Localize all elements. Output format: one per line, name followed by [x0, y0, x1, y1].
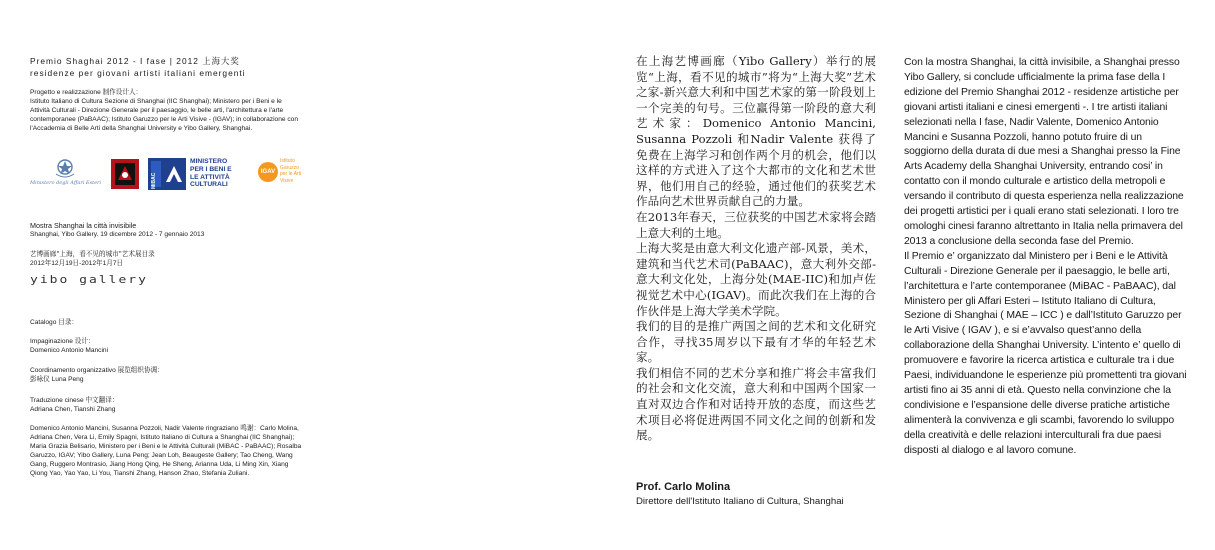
translation-names: Adriana Chen, Tianshi Zhang [30, 406, 116, 413]
organizer-text: Istituto Italiano di Cultura Sezione di Shanghai (IIC Shanghai); Ministero per i Beni e le Attività Culturali - Direzione Generale per il paesaggio, le belle arti, l'architettura e l'arte contemporanee (PaBAAC); Istituto Garuzzo per le Arti Visive - (IGAV); in collaborazione con l'Accademia di Belle Arti della Shanghai University e Yibo Gallery, Shanghai. [30, 98, 299, 132]
yibo-gallery-logo: yibo gallery [30, 274, 148, 286]
mibac-line3: LE ATTIVITÀ [190, 173, 230, 181]
mibac-wordmark [190, 158, 232, 189]
exhibition-title: Mostra Shanghai la città invisibile [30, 221, 137, 230]
exhibition-dates: Shanghai, Yibo Gallery. 19 dicembre 2012 - 7 gennaio 2013 [30, 231, 205, 238]
igav-line3: per le Arti [280, 171, 302, 178]
zh-paragraph: 上海大奖是由意大利文化遗产部-风景，美术，建筑和当代艺术司(PaBAAC)，意大利外交部-意大利文化处，上海分处(MAE-IIC)和加卢佐视觉艺术中心(IGAV)。而此次我们在上海的合作伙伴是上海大学美术学院。 [636, 241, 876, 318]
igav-line4: Visive [280, 177, 294, 184]
italian-emblem-icon [30, 158, 100, 192]
it-paragraph: Il Premio e’ organizzato dal Ministero per i Beni e le Attività Culturali - Direzione Generale per il paesaggio, le belle arti, l’architettura e l’arte contemporanee (MiBAC - PaBAAC), dal Ministero per gli Affari Esteri – Istituto Italiano di Cultura, Sezione di Shanghai ( MAE – ICC ) e dall’Istituto Garuzzo per le Arti Visive ( IGAV ), e si e’avvalso quest’anno della collaborazione della Shanghai University. L’intento e’ quello di promuovere e favorire la ricerca artistica e culturale tra i due Paesi, individuandone le esperienze più promettenti tra giovani artisti fino ai 35 anni di età. Questo nella convinzione che la condivisione e l’espansione delle diverse pratiche artistiche alimenterà la convivenza e gli scambi, favorendo lo sviluppo della creatività e delle relazioni interculturali fra due paesi disposti al dialogo e al lavoro comune. [904, 250, 1187, 456]
exhibition-title-zh: 艺博画廊"上海，看不见的城市"艺术展目录 [30, 250, 155, 258]
award-subtitle: residenze per giovani artisti italiani emergenti [30, 68, 246, 78]
translation-label: Traduzione cinese 中文翻译： [30, 397, 119, 404]
award-title: Premio Shaghai 2012 - I fase | 2012 上海大奖 [30, 56, 240, 66]
mibac-mark-icon [164, 164, 184, 184]
signature-role: Direttore dell'Istituto Italiano di Cultura, Shanghai [636, 496, 844, 507]
mibac-logo [148, 158, 252, 190]
academy-logo [110, 158, 140, 190]
chinese-body [636, 54, 876, 444]
igav-line1: Istituto [280, 158, 295, 164]
mibac-vertical-label: MiBAC [151, 172, 157, 189]
layout-label: Impaginazione 设计： [30, 338, 95, 345]
zh-paragraph: 在2013年春天，三位获奖的中国艺术家将会踏上意大利的土地。 [636, 209, 876, 240]
it-paragraph: Con la mostra Shanghai, la città invisibile, a Shanghai presso Yibo Gallery, si conclude ufficialmente la prima fase della I edizione del Premio Shanghai 2012 - residenze artistiche per giovani artisti italiani e cinesi emergenti -. I tre artisti italiani selezionati nella I fase, Nadir Valente, Domenico Antonio Mancini e Susanna Pozzoli, hanno potuto fruire di un soggiorno della durata di due mesi a Shanghai presso la Fine Arts Academy della Shanghai University, entrando cosi’ in contatto con il mondo culturale e artistico della metropoli e versando il contributo di questa esperienza nella realizzazione dei progetti artistici per i quali erano stati selezionati. I loro tre omologhi cinesi faranno altrettanto in Italia nella primavera del 2013 a conclusione della seconda fase del Premio. [904, 57, 1184, 247]
igav-wordmark [280, 158, 301, 184]
exhibition-dates-zh: 2012年12月19日-2012年1月7日 [30, 260, 124, 267]
igav-badge: IGAV [258, 162, 278, 182]
layout-name: Domenico Antonio Mancini [30, 347, 109, 354]
italian-body [904, 56, 1188, 458]
igav-line2: Garuzzo [280, 164, 299, 171]
organizer-heading: Progetto e realizzazione 制作设计人： [30, 89, 143, 96]
catalog-heading: Catalogo 目录： [30, 319, 79, 326]
acknowledgements: Domenico Antonio Mancini, Susanna Pozzoli, Nadir Valente ringraziano 鸣谢：Carlo Molina, Adriana Chen, Vera Li, Emily Spagni, Istituto Italiano di Cultura a Shanghai (IIC Shanghai); Maria Grazia Belisario, Ministero per i Beni e le Attività Culturali (MiBAC - PaBAAC); Rosalba Garuzzo, IGAV; Yibo Gallery, Luna Peng; Jean Loh, Beaugeste Gallery; Tao Cheng, Wang Gang, Ruggero Montrasio, Jiang Hong Qing, He Sheng, Arianna Uda, Li Ming Xin, Xiang Qiong Yao, Yao Yao, Li You, Tianshi Zhang, Hanson Zhao, Stefania Zuliani. [30, 425, 302, 477]
coordination-name: 彭咏仪 Luna Peng [30, 376, 84, 383]
mae-logo [30, 158, 100, 190]
igav-logo [258, 158, 302, 190]
sponsor-logos [30, 158, 300, 192]
mae-caption: Ministero degli Affari Esteri [30, 180, 102, 186]
mibac-line2: PER I BENI E [190, 165, 232, 173]
signature-name: Prof. Carlo Molina [636, 481, 731, 493]
mibac-line1: MINISTERO [190, 158, 228, 165]
zh-paragraph: 我们的目的是推广两国之间的艺术和文化研究合作，寻找35周岁以下最有才华的年轻艺术家。 [636, 319, 876, 365]
academy-emblem-icon [110, 158, 140, 190]
zh-paragraph: 在上海艺博画廊（Yibo Gallery）举行的展览“上海，看不见的城市”将为“上海大奖”艺术之家-新兴意大利和中国艺术家的第一阶段划上一个完美的句号。三位赢得第一阶段的意大利艺术家：Domenico Antonio Mancini, Susanna Pozzoli 和Nadir Valente 获得了免费在上海学习和创作两个月的机会，他们以这样的方式进入了这个大都市的文化和艺术世界，他们用自己的经验，通过他们的获奖艺术作品向艺术世界贡献自己的力量。 [636, 54, 876, 209]
zh-paragraph: 我们相信不同的艺术分享和推广将会丰富我们的社会和文化交流，意大利和中国两个国家一直对双边合作和对话持开放的态度，而这些艺术项目必将促进两国不同文化之间的创新和发展。 [636, 365, 876, 443]
coordination-label: Coordinamento organizzativo 展览组织协调： [30, 367, 164, 374]
mibac-line4: CULTURALI [190, 181, 228, 189]
